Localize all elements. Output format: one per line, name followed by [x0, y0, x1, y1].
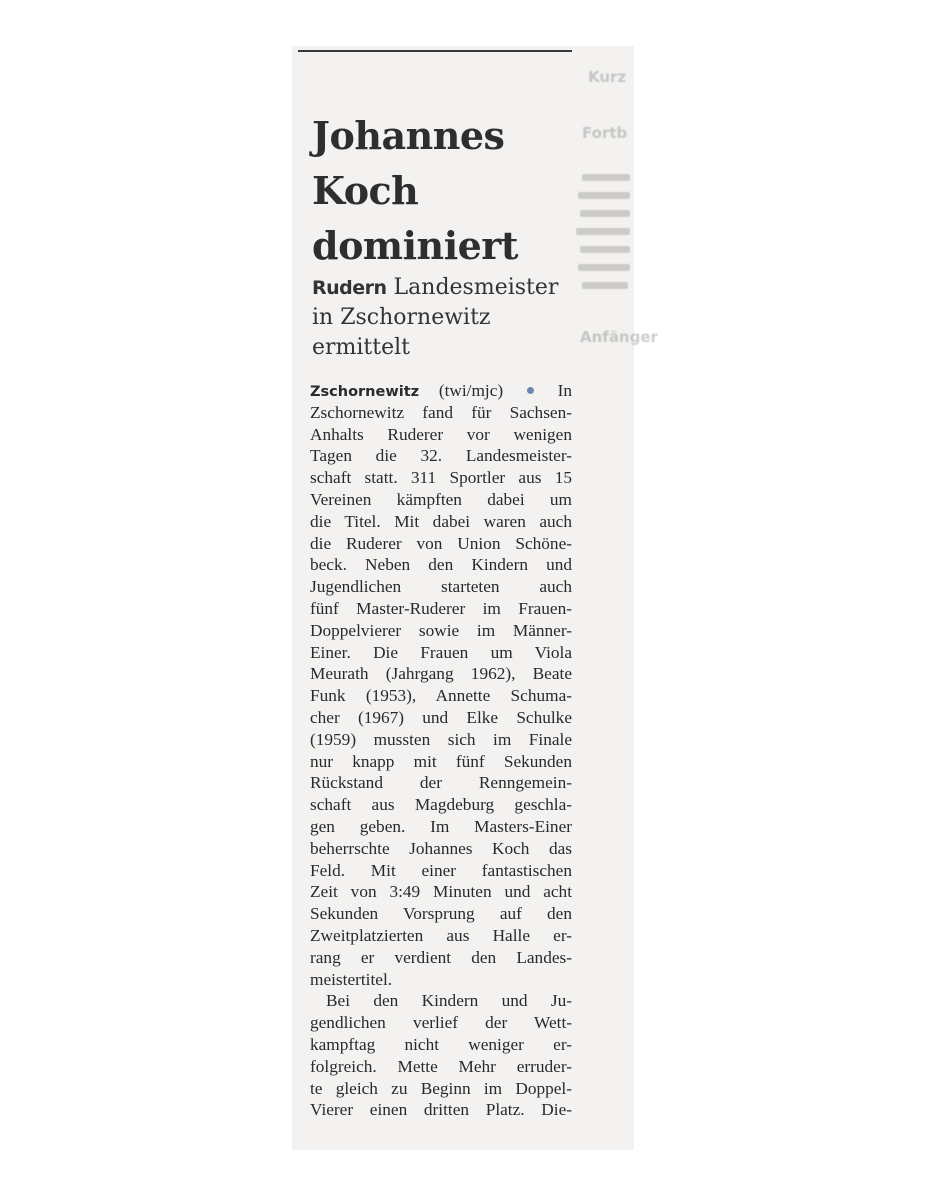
headline-line: Johannes — [312, 113, 505, 158]
body-line: die Titel. Mit dabei waren auch — [310, 511, 572, 531]
body-line-text: In — [557, 381, 572, 400]
headline — [312, 108, 518, 273]
body-line: schaft statt. 311 Sportler aus 15 — [310, 468, 572, 488]
body-line: fünf Master-Ruderer im Frauen- — [310, 598, 572, 618]
top-rule — [298, 50, 572, 52]
body-line: gen geben. Im Masters-Einer — [310, 816, 572, 836]
body-line-dateline — [310, 380, 572, 402]
newspaper-clipping — [292, 46, 658, 1150]
body-line: rang er verdient den Landes- — [310, 947, 572, 967]
body-line: Doppelvierer sowie im Männer- — [310, 620, 572, 640]
dateline-source: (twi/mjc) — [438, 381, 504, 400]
body-line: Jugendlichen starteten auch — [310, 577, 572, 597]
body-line: Tagen die 32. Landesmeister- — [310, 446, 572, 466]
body-line: Rückstand der Renngemein- — [310, 773, 572, 793]
body-line: Vierer einen dritten Platz. Die- — [310, 1100, 572, 1120]
body-line: kampftag nicht weniger er- — [310, 1034, 572, 1054]
body-line: beherrschte Johannes Koch das — [310, 838, 572, 858]
body-line: Anhalts Ruderer vor wenigen — [310, 424, 572, 444]
headline-line: Koch — [312, 168, 419, 213]
deck-text: Landesmeister in Zschornewitz ermittelt — [312, 275, 559, 360]
subheadline — [312, 273, 572, 363]
body-line: Einer. Die Frauen um Viola — [310, 642, 572, 662]
body-line: meistertitel. — [310, 969, 393, 989]
body-line: schaft aus Magdeburg geschla- — [310, 795, 572, 815]
kicker: Rudern — [312, 277, 387, 299]
headline-line: dominiert — [312, 223, 518, 268]
body-line: Sekunden Vorsprung auf den — [310, 904, 572, 924]
body-line: die Ruderer von Union Schöne- — [310, 533, 572, 553]
body-line: (1959) mussten sich im Finale — [310, 729, 572, 749]
body-line: cher (1967) und Elke Schulke — [310, 707, 572, 727]
dateline-place: Zschornewitz — [310, 384, 420, 400]
adjacent-column-bleed: Kurz Fortb Anfänger — [574, 46, 634, 1150]
body-line: Zschornewitz fand für Sachsen- — [310, 402, 572, 422]
body-line: Zeit von 3:49 Minuten und acht — [310, 882, 572, 902]
body-line: Funk (1953), Annette Schuma- — [310, 686, 572, 706]
body-line: Meurath (Jahrgang 1962), Beate — [310, 664, 572, 684]
body-line: Bei den Kindern und Ju- — [326, 991, 572, 1011]
body-line: Zweitplatzierten aus Halle er- — [310, 925, 572, 945]
article-body — [310, 380, 572, 1121]
body-line: Vereinen kämpften dabei um — [310, 489, 572, 509]
bullet-icon — [527, 387, 534, 394]
body-line: folgreich. Mette Mehr erruder- — [310, 1056, 572, 1076]
body-line: nur knapp mit fünf Sekunden — [310, 751, 572, 771]
body-line: beck. Neben den Kindern und — [310, 555, 572, 575]
body-line: gendlichen verlief der Wett- — [310, 1013, 572, 1033]
body-line: te gleich zu Beginn im Doppel- — [310, 1078, 572, 1098]
body-line: Feld. Mit einer fantastischen — [310, 860, 572, 880]
